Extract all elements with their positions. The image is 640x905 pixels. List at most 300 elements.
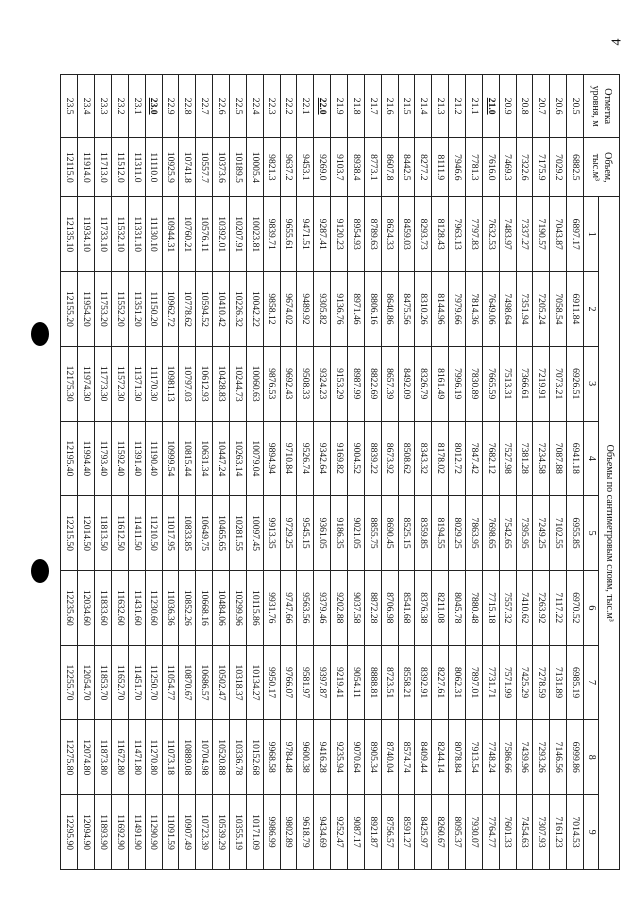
layer-volume-cell: 10760.21 [179, 197, 196, 272]
layer-volume-cell: 9508.33 [297, 346, 314, 421]
layer-volume-cell: 10097.45 [246, 496, 263, 571]
layer-volume-cell: 11391.40 [128, 421, 145, 496]
layer-volume-cell: 9600.38 [297, 720, 314, 795]
layer-volume-cell: 11017.95 [162, 496, 179, 571]
layer-volume-cell: 10115.86 [246, 570, 263, 645]
layer-volume-cell: 10778.62 [179, 272, 196, 347]
layer-volume-cell: 9434.69 [314, 795, 331, 870]
level-cell: 23.0 [145, 75, 162, 138]
table-row [297, 75, 314, 870]
table-row [95, 75, 112, 870]
layer-volume-cell: 10226.32 [229, 272, 246, 347]
level-cell: 20.7 [533, 75, 550, 138]
layer-volume-cell: 9545.15 [297, 496, 314, 571]
layer-volume-cell: 10594.52 [196, 272, 213, 347]
table-row [128, 75, 145, 870]
level-cell: 22.8 [179, 75, 196, 138]
layer-volume-cell: 10465.65 [213, 496, 230, 571]
volume-cell: 11713.0 [95, 138, 112, 197]
layer-volume-cell: 8855.75 [364, 496, 381, 571]
volume-cell: 9453.1 [297, 138, 314, 197]
layer-volume-cell: 11091.59 [162, 795, 179, 870]
layer-volume-cell: 8128.43 [432, 197, 449, 272]
level-cell: 20.5 [567, 75, 584, 138]
layer-volume-cell: 7366.61 [516, 346, 533, 421]
layer-volume-cell: 7117.22 [550, 570, 567, 645]
layer-volume-cell: 9169.82 [331, 421, 348, 496]
header-level: Отметка уровня, м [584, 75, 620, 138]
header-col-4: 4 [584, 421, 599, 496]
layer-volume-cell: 11572.30 [111, 346, 128, 421]
layer-volume-cell: 7307.93 [533, 795, 550, 870]
layer-volume-cell: 9839.71 [263, 197, 280, 272]
volume-cell: 7946.6 [449, 138, 466, 197]
layer-volume-cell: 10042.22 [246, 272, 263, 347]
header-col-8: 8 [584, 720, 599, 795]
layer-volume-cell: 10704.98 [196, 720, 213, 795]
layer-volume-cell: 9379.46 [314, 570, 331, 645]
table-body [61, 75, 584, 870]
layer-volume-cell: 9416.28 [314, 720, 331, 795]
layer-volume-cell: 7190.57 [533, 197, 550, 272]
level-cell: 22.6 [213, 75, 230, 138]
level-cell: 21.5 [398, 75, 415, 138]
layer-volume-cell: 8392.91 [415, 645, 432, 720]
layer-volume-cell: 9287.41 [314, 197, 331, 272]
layer-volume-cell: 11054.77 [162, 645, 179, 720]
volume-cell: 8111.9 [432, 138, 449, 197]
layer-volume-cell: 11431.60 [128, 570, 145, 645]
layer-volume-cell: 8029.25 [449, 496, 466, 571]
layer-volume-cell: 12094.90 [78, 795, 95, 870]
layer-volume-cell: 8541.68 [398, 570, 415, 645]
layer-volume-cell: 11150.20 [145, 272, 162, 347]
layer-volume-cell: 8574.74 [398, 720, 415, 795]
layer-volume-cell: 12175.30 [61, 346, 78, 421]
volume-cell: 8773.1 [364, 138, 381, 197]
layer-volume-cell: 10981.13 [162, 346, 179, 421]
layer-volume-cell: 7731.71 [482, 645, 499, 720]
layer-volume-cell: 10686.57 [196, 645, 213, 720]
layer-volume-cell: 6897.17 [567, 197, 584, 272]
layer-volume-cell: 11270.80 [145, 720, 162, 795]
layer-volume-cell: 10539.29 [213, 795, 230, 870]
layer-volume-cell: 10410.42 [213, 272, 230, 347]
layer-volume-cell: 8789.63 [364, 197, 381, 272]
layer-volume-cell: 9397.87 [314, 645, 331, 720]
volume-cell: 10925.9 [162, 138, 179, 197]
layer-volume-cell: 10815.44 [179, 421, 196, 496]
layer-volume-cell: 7205.24 [533, 272, 550, 347]
layer-volume-cell: 8425.97 [415, 795, 432, 870]
layer-volume-cell: 10520.88 [213, 720, 230, 795]
layer-volume-cell: 8723.51 [381, 645, 398, 720]
layer-volume-cell: 10907.49 [179, 795, 196, 870]
layer-volume-cell: 8640.86 [381, 272, 398, 347]
layer-volume-cell: 10833.85 [179, 496, 196, 571]
layer-volume-cell: 7219.91 [533, 346, 550, 421]
layer-volume-cell: 9305.82 [314, 272, 331, 347]
layer-volume-cell: 8525.15 [398, 496, 415, 571]
level-cell: 20.9 [499, 75, 516, 138]
layer-volume-cell: 11351.20 [128, 272, 145, 347]
layer-volume-cell: 7847.42 [465, 421, 482, 496]
layer-volume-cell: 7930.07 [465, 795, 482, 870]
level-cell: 23.5 [61, 75, 78, 138]
layer-volume-cell: 7454.63 [516, 795, 533, 870]
layer-volume-cell: 10870.67 [179, 645, 196, 720]
table-row [415, 75, 432, 870]
layer-volume-cell: 7337.27 [516, 197, 533, 272]
layer-volume-cell: 11753.20 [95, 272, 112, 347]
layer-volume-cell: 7073.21 [550, 346, 567, 421]
table-row [213, 75, 230, 870]
layer-volume-cell: 8492.09 [398, 346, 415, 421]
layer-volume-cell: 10668.16 [196, 570, 213, 645]
layer-volume-cell: 9858.12 [263, 272, 280, 347]
layer-volume-cell: 7814.36 [465, 272, 482, 347]
layer-volume-cell: 11592.40 [111, 421, 128, 496]
layer-volume-cell: 6926.51 [567, 346, 584, 421]
volume-cell: 7029.2 [550, 138, 567, 197]
layer-volume-cell: 9004.52 [347, 421, 364, 496]
layer-volume-cell: 11813.50 [95, 496, 112, 571]
volume-table [60, 74, 620, 870]
level-cell: 21.3 [432, 75, 449, 138]
level-cell: 21.9 [331, 75, 348, 138]
layer-volume-cell: 7557.32 [499, 570, 516, 645]
layer-volume-cell: 7764.77 [482, 795, 499, 870]
table-row [364, 75, 381, 870]
layer-volume-cell: 11552.20 [111, 272, 128, 347]
layer-volume-cell: 10171.09 [246, 795, 263, 870]
table-row [465, 75, 482, 870]
header-volume: Объем, тыс.м³ [584, 138, 620, 197]
table-row [331, 75, 348, 870]
layer-volume-cell: 7483.97 [499, 197, 516, 272]
layer-volume-cell: 10576.11 [196, 197, 213, 272]
layer-volume-cell: 9037.58 [347, 570, 364, 645]
table-row [516, 75, 533, 870]
layer-volume-cell: 7698.65 [482, 496, 499, 571]
layer-volume-cell: 9931.76 [263, 570, 280, 645]
level-cell: 21.0 [482, 75, 499, 138]
layer-volume-cell: 8161.49 [432, 346, 449, 421]
layer-volume-cell: 7963.13 [449, 197, 466, 272]
layer-volume-cell: 7863.95 [465, 496, 482, 571]
table-row [347, 75, 364, 870]
level-cell: 23.4 [78, 75, 95, 138]
layer-volume-cell: 10355.19 [229, 795, 246, 870]
volume-cell: 7175.9 [533, 138, 550, 197]
volume-cell: 9269.0 [314, 138, 331, 197]
volume-cell: 11512.0 [111, 138, 128, 197]
layer-volume-cell: 7249.25 [533, 496, 550, 571]
layer-volume-cell: 7979.66 [449, 272, 466, 347]
level-cell: 22.3 [263, 75, 280, 138]
layer-volume-cell: 12034.60 [78, 570, 95, 645]
layer-volume-cell: 8326.79 [415, 346, 432, 421]
layer-volume-cell: 11612.50 [111, 496, 128, 571]
layer-volume-cell: 11411.50 [128, 496, 145, 571]
layer-volume-cell: 11934.10 [78, 197, 95, 272]
layer-volume-cell: 7649.06 [482, 272, 499, 347]
layer-volume-cell: 9784.48 [280, 720, 297, 795]
layer-volume-cell: 7425.29 [516, 645, 533, 720]
layer-volume-cell: 10299.96 [229, 570, 246, 645]
level-cell: 22.1 [297, 75, 314, 138]
layer-volume-cell: 9120.23 [331, 197, 348, 272]
level-cell: 21.7 [364, 75, 381, 138]
layer-volume-cell: 7897.01 [465, 645, 482, 720]
layer-volume-cell: 10999.54 [162, 421, 179, 496]
binder-hole-top [31, 322, 49, 346]
header-group: Объемы по сантиметровым слоям, тыс.м³ [599, 197, 620, 870]
layer-volume-cell: 9674.02 [280, 272, 297, 347]
layer-volume-cell: 6941.18 [567, 421, 584, 496]
layer-volume-cell: 11210.50 [145, 496, 162, 571]
header-col-9: 9 [584, 795, 599, 870]
table-row [61, 75, 78, 870]
layer-volume-cell: 6970.52 [567, 570, 584, 645]
table-row [78, 75, 95, 870]
table-row [432, 75, 449, 870]
layer-volume-cell: 8888.81 [364, 645, 381, 720]
layer-volume-cell: 8376.38 [415, 570, 432, 645]
volume-cell: 8607.8 [381, 138, 398, 197]
header-col-1: 1 [584, 197, 599, 272]
layer-volume-cell: 8310.26 [415, 272, 432, 347]
layer-volume-cell: 9252.47 [331, 795, 348, 870]
volume-cell: 9637.2 [280, 138, 297, 197]
layer-volume-cell: 8244.14 [432, 720, 449, 795]
layer-volume-cell: 7682.12 [482, 421, 499, 496]
layer-volume-cell: 7131.89 [550, 645, 567, 720]
layer-volume-cell: 9342.64 [314, 421, 331, 496]
layer-volume-cell: 9986.99 [263, 795, 280, 870]
layer-volume-cell: 9894.94 [263, 421, 280, 496]
volume-cell: 8938.4 [347, 138, 364, 197]
layer-volume-cell: 9361.05 [314, 496, 331, 571]
layer-volume-cell: 10962.72 [162, 272, 179, 347]
table-row [550, 75, 567, 870]
table-row [280, 75, 297, 870]
layer-volume-cell: 7351.94 [516, 272, 533, 347]
layer-volume-cell: 8673.92 [381, 421, 398, 496]
layer-volume-cell: 11873.80 [95, 720, 112, 795]
layer-volume-cell: 10612.93 [196, 346, 213, 421]
layer-volume-cell: 7087.88 [550, 421, 567, 496]
layer-volume-cell: 12235.60 [61, 570, 78, 645]
layer-volume-cell: 8624.33 [381, 197, 398, 272]
layer-volume-cell: 7797.83 [465, 197, 482, 272]
layer-volume-cell: 11853.70 [95, 645, 112, 720]
layer-volume-cell: 11036.36 [162, 570, 179, 645]
layer-volume-cell: 7278.59 [533, 645, 550, 720]
layer-volume-cell: 7395.95 [516, 496, 533, 571]
layer-volume-cell: 9766.07 [280, 645, 297, 720]
layer-volume-cell: 11733.10 [95, 197, 112, 272]
table-row [533, 75, 550, 870]
layer-volume-cell: 8227.61 [432, 645, 449, 720]
header-col-5: 5 [584, 496, 599, 571]
volume-cell: 6882.5 [567, 138, 584, 197]
layer-volume-cell: 11250.70 [145, 645, 162, 720]
layer-volume-cell: 7293.26 [533, 720, 550, 795]
layer-volume-cell: 10281.55 [229, 496, 246, 571]
level-cell: 20.6 [550, 75, 567, 138]
layer-volume-cell: 9655.61 [280, 197, 297, 272]
binder-hole-bottom [31, 559, 49, 583]
volume-cell: 7322.6 [516, 138, 533, 197]
layer-volume-cell: 11652.70 [111, 645, 128, 720]
layer-volume-cell: 7381.28 [516, 421, 533, 496]
page-number: 4 [609, 38, 625, 46]
layer-volume-cell: 8078.84 [449, 720, 466, 795]
layer-volume-cell: 9202.88 [331, 570, 348, 645]
layer-volume-cell: 12014.50 [78, 496, 95, 571]
level-cell: 23.3 [95, 75, 112, 138]
volume-cell: 10373.6 [213, 138, 230, 197]
table-row [111, 75, 128, 870]
table-row [482, 75, 499, 870]
layer-volume-cell: 7102.55 [550, 496, 567, 571]
layer-volume-cell: 7601.33 [499, 795, 516, 870]
layer-volume-cell: 8740.04 [381, 720, 398, 795]
layer-volume-cell: 10392.01 [213, 197, 230, 272]
layer-volume-cell: 7913.54 [465, 720, 482, 795]
layer-volume-cell: 8062.31 [449, 645, 466, 720]
volume-cell: 11914.0 [78, 138, 95, 197]
layer-volume-cell: 9235.94 [331, 720, 348, 795]
layer-volume-cell: 8211.08 [432, 570, 449, 645]
layer-volume-cell: 8591.27 [398, 795, 415, 870]
level-cell: 22.5 [229, 75, 246, 138]
volume-cell: 12115.0 [61, 138, 78, 197]
layer-volume-cell: 9563.56 [297, 570, 314, 645]
layer-volume-cell: 11471.80 [128, 720, 145, 795]
layer-volume-cell: 12074.80 [78, 720, 95, 795]
layer-volume-cell: 11290.90 [145, 795, 162, 870]
layer-volume-cell: 11331.10 [128, 197, 145, 272]
layer-volume-cell: 9087.17 [347, 795, 364, 870]
layer-volume-cell: 7830.89 [465, 346, 482, 421]
volume-cell: 7616.0 [482, 138, 499, 197]
layer-volume-cell: 11130.10 [145, 197, 162, 272]
layer-volume-cell: 6911.84 [567, 272, 584, 347]
layer-volume-cell: 11974.30 [78, 346, 95, 421]
table-row [179, 75, 196, 870]
layer-volume-cell: 8045.78 [449, 570, 466, 645]
layer-volume-cell: 10152.68 [246, 720, 263, 795]
level-cell: 21.1 [465, 75, 482, 138]
layer-volume-cell: 11954.20 [78, 272, 95, 347]
layer-volume-cell: 8905.34 [364, 720, 381, 795]
header-col-7: 7 [584, 645, 599, 720]
layer-volume-cell: 9219.41 [331, 645, 348, 720]
layer-volume-cell: 9471.51 [297, 197, 314, 272]
rotated-table-container [60, 74, 620, 870]
layer-volume-cell: 7527.98 [499, 421, 516, 496]
layer-volume-cell: 7632.53 [482, 197, 499, 272]
table-row [196, 75, 213, 870]
layer-volume-cell: 12135.10 [61, 197, 78, 272]
layer-volume-cell: 8459.03 [398, 197, 415, 272]
layer-volume-cell: 7542.65 [499, 496, 516, 571]
layer-volume-cell: 8095.37 [449, 795, 466, 870]
layer-volume-cell: 6955.85 [567, 496, 584, 571]
layer-volume-cell: 7146.56 [550, 720, 567, 795]
table-row [381, 75, 398, 870]
layer-volume-cell: 10631.34 [196, 421, 213, 496]
layer-volume-cell: 7234.58 [533, 421, 550, 496]
volume-cell: 7469.3 [499, 138, 516, 197]
level-cell: 22.9 [162, 75, 179, 138]
layer-volume-cell: 11632.60 [111, 570, 128, 645]
layer-volume-cell: 9876.53 [263, 346, 280, 421]
layer-volume-cell: 8872.28 [364, 570, 381, 645]
layer-volume-cell: 9324.23 [314, 346, 331, 421]
layer-volume-cell: 9802.89 [280, 795, 297, 870]
layer-volume-cell: 8839.22 [364, 421, 381, 496]
layer-volume-cell: 8706.98 [381, 570, 398, 645]
layer-volume-cell: 9021.05 [347, 496, 364, 571]
layer-volume-cell: 12295.90 [61, 795, 78, 870]
volume-cell: 10005.4 [246, 138, 263, 197]
layer-volume-cell: 11793.40 [95, 421, 112, 496]
level-cell: 22.7 [196, 75, 213, 138]
layer-volume-cell: 9186.35 [331, 496, 348, 571]
layer-volume-cell: 12054.70 [78, 645, 95, 720]
layer-volume-cell: 8971.46 [347, 272, 364, 347]
layer-volume-cell: 7043.87 [550, 197, 567, 272]
layer-volume-cell: 7513.31 [499, 346, 516, 421]
volume-cell: 11110.0 [145, 138, 162, 197]
layer-volume-cell: 8822.69 [364, 346, 381, 421]
table-row [162, 75, 179, 870]
layer-volume-cell: 9729.25 [280, 496, 297, 571]
layer-volume-cell: 9070.64 [347, 720, 364, 795]
layer-volume-cell: 11491.90 [128, 795, 145, 870]
layer-volume-cell: 7880.48 [465, 570, 482, 645]
layer-volume-cell: 8012.72 [449, 421, 466, 496]
volume-cell: 10741.8 [179, 138, 196, 197]
layer-volume-cell: 9950.17 [263, 645, 280, 720]
layer-volume-cell: 11672.80 [111, 720, 128, 795]
layer-volume-cell: 7498.64 [499, 272, 516, 347]
layer-volume-cell: 11230.60 [145, 570, 162, 645]
layer-volume-cell: 7263.92 [533, 570, 550, 645]
layer-volume-cell: 10484.06 [213, 570, 230, 645]
layer-volume-cell: 7996.19 [449, 346, 466, 421]
layer-volume-cell: 9968.58 [263, 720, 280, 795]
layer-volume-cell: 8359.85 [415, 496, 432, 571]
layer-volume-cell: 10023.81 [246, 197, 263, 272]
volume-cell: 11311.0 [128, 138, 145, 197]
layer-volume-cell: 9054.11 [347, 645, 364, 720]
layer-volume-cell: 10244.73 [229, 346, 246, 421]
layer-volume-cell: 8806.16 [364, 272, 381, 347]
layer-volume-cell: 9692.43 [280, 346, 297, 421]
level-cell: 23.2 [111, 75, 128, 138]
volume-cell: 10189.5 [229, 138, 246, 197]
layer-volume-cell: 7014.53 [567, 795, 584, 870]
layer-volume-cell: 10502.47 [213, 645, 230, 720]
layer-volume-cell: 10336.78 [229, 720, 246, 795]
layer-volume-cell: 10318.37 [229, 645, 246, 720]
layer-volume-cell: 10263.14 [229, 421, 246, 496]
layer-volume-cell: 8475.56 [398, 272, 415, 347]
